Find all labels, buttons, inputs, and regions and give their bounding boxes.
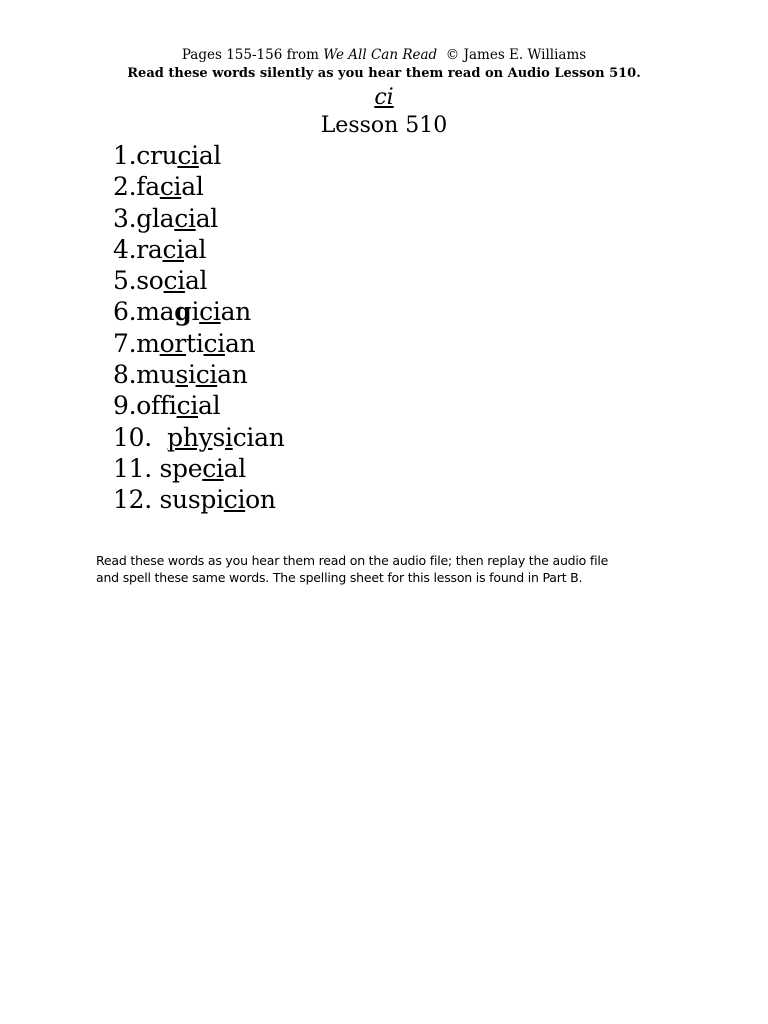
copyright: © James E. Williams xyxy=(437,47,587,63)
word-segment xyxy=(152,423,167,452)
underlined-segment: ci xyxy=(195,360,218,390)
footer-line-2: and spell these same words. The spelling sheet for this lesson is found in Part B. xyxy=(96,570,583,585)
word-segment: mu xyxy=(136,360,176,390)
word-text xyxy=(136,235,206,264)
word-segment: fa xyxy=(136,172,160,202)
word-segment: g xyxy=(174,297,192,327)
word-item xyxy=(113,390,285,421)
word-text xyxy=(136,172,203,201)
word-segment: al xyxy=(184,266,208,296)
word-text xyxy=(152,485,276,514)
word-text xyxy=(152,454,246,483)
underlined-segment: ci xyxy=(223,485,246,515)
word-number: 10. xyxy=(113,422,152,452)
source-prefix: Pages 155-156 from xyxy=(181,47,324,63)
word-segment: an xyxy=(220,297,251,327)
word-segment: al xyxy=(195,203,218,233)
word-number: 12. xyxy=(113,485,152,515)
word-segment: s xyxy=(212,422,226,452)
word-text xyxy=(136,297,251,326)
word-number: 2. xyxy=(113,172,137,202)
word-segment: an xyxy=(224,328,256,358)
word-text xyxy=(136,204,218,233)
underlined-segment: ci xyxy=(176,391,199,421)
word-text xyxy=(152,423,285,452)
word-segment: ma xyxy=(136,297,175,327)
word-item xyxy=(113,171,285,202)
word-item xyxy=(113,453,285,484)
underlined-segment: ci xyxy=(177,141,199,170)
word-item xyxy=(113,422,285,453)
underlined-segment: ci xyxy=(199,297,221,327)
word-item xyxy=(113,328,285,359)
word-item xyxy=(113,203,285,234)
word-segment: an xyxy=(217,360,248,390)
underlined-segment: ci xyxy=(202,453,224,483)
footer-line-1: Read these words as you hear them read on the audio file; then replay the audio file xyxy=(96,553,609,568)
word-segment: ci xyxy=(232,422,255,452)
word-segment: al xyxy=(183,234,207,264)
underlined-segment: ci xyxy=(159,172,182,202)
word-segment: al xyxy=(223,453,246,483)
lesson-title: Lesson 510 xyxy=(320,113,448,138)
word-number: 6. xyxy=(113,297,137,327)
word-item xyxy=(113,359,285,390)
underlined-segment: or xyxy=(159,328,187,358)
word-item xyxy=(113,484,285,515)
word-number: 11. xyxy=(113,453,152,483)
underlined-segment: ci xyxy=(162,234,184,264)
word-segment: ti xyxy=(186,328,204,358)
word-item xyxy=(113,296,285,327)
underlined-segment: s xyxy=(175,360,189,390)
word-text xyxy=(136,329,255,358)
underlined-segment: ci xyxy=(174,203,196,233)
word-segment: spe xyxy=(151,453,203,483)
instruction: Read these words silently as you hear them read on Audio Lesson 510. xyxy=(127,66,641,81)
word-segment: offi xyxy=(136,391,177,421)
word-segment: cru xyxy=(136,141,178,170)
word-text xyxy=(136,360,247,389)
word-text xyxy=(136,266,207,295)
word-item xyxy=(113,234,285,265)
source-line xyxy=(0,47,768,64)
word-segment: an xyxy=(254,422,285,452)
word-number: 9. xyxy=(113,391,137,421)
word-item xyxy=(113,265,285,296)
word-number: 1. xyxy=(113,141,137,170)
word-segment: al xyxy=(181,172,204,202)
word-item xyxy=(113,140,285,171)
word-text xyxy=(136,141,221,170)
word-number: 4. xyxy=(113,234,137,264)
underlined-segment: ci xyxy=(203,328,225,358)
book-title: We All Can Read xyxy=(323,47,438,63)
underlined-segment: i xyxy=(225,422,233,452)
word-text xyxy=(136,391,220,420)
word-segment: gla xyxy=(136,203,175,233)
word-segment: suspi xyxy=(151,485,224,515)
word-segment: i xyxy=(191,297,200,327)
word-segment: al xyxy=(198,141,222,170)
word-segment: on xyxy=(245,485,276,515)
word-number: 3. xyxy=(113,203,137,233)
underlined-segment: phy xyxy=(167,422,213,452)
word-segment: ra xyxy=(136,234,163,264)
word-list xyxy=(113,140,285,516)
target-sound: ci xyxy=(374,85,394,110)
word-segment: m xyxy=(136,328,160,358)
footer-instructions xyxy=(96,552,696,586)
word-segment: i xyxy=(188,360,196,390)
word-number: 7. xyxy=(113,328,137,358)
word-number: 5. xyxy=(113,266,137,296)
word-segment: al xyxy=(198,391,221,421)
word-segment: so xyxy=(136,266,164,296)
word-number: 8. xyxy=(113,360,137,390)
underlined-segment: ci xyxy=(163,266,185,296)
